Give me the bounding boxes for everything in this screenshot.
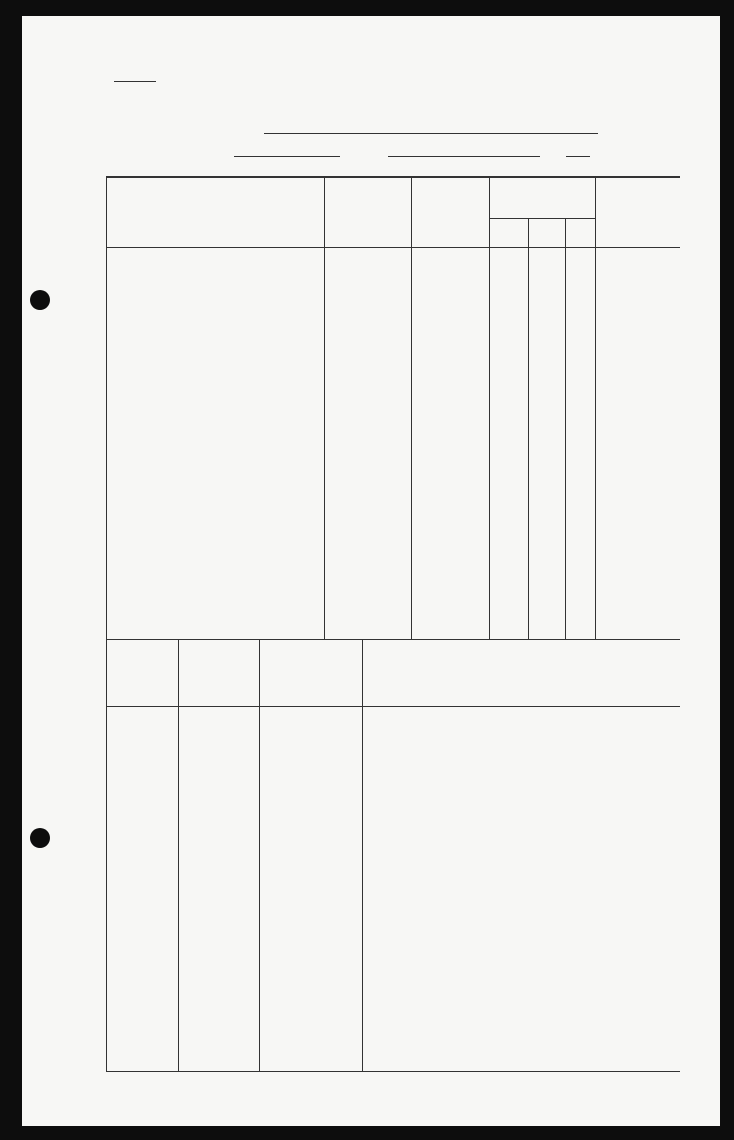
punch-hole: [30, 828, 50, 848]
punch-hole: [30, 290, 50, 310]
form-page: [22, 16, 720, 1126]
